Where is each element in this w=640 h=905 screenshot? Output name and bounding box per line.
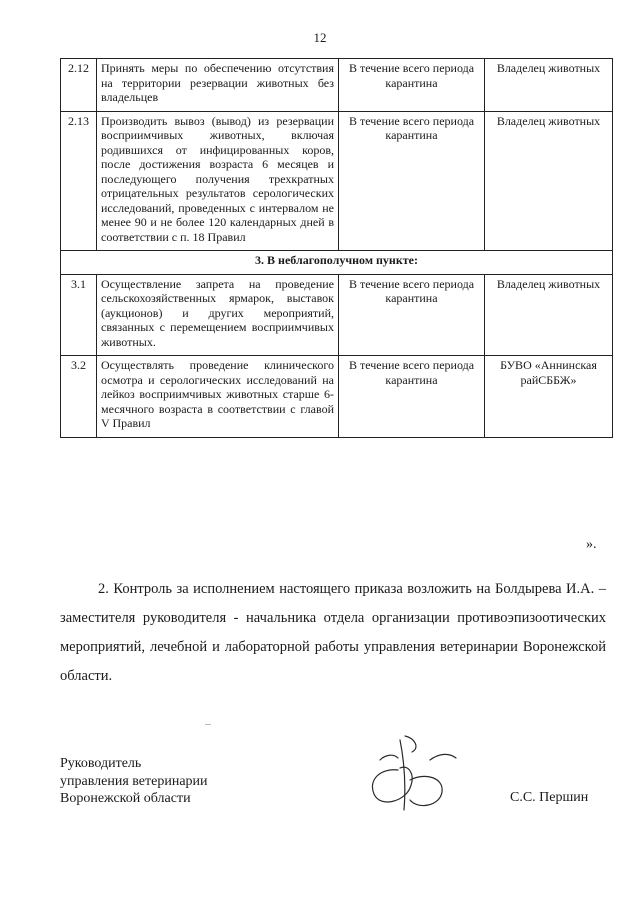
table-row	[61, 111, 613, 251]
signer-title-line: управления ветеринарии	[60, 773, 208, 789]
section-header-row	[61, 251, 613, 275]
row-executor: Владелец животных	[485, 59, 613, 112]
signer-name: С.С. Першин	[510, 790, 589, 805]
handwritten-signature	[360, 730, 470, 820]
row-term: В течение всего периода карантина	[339, 111, 485, 251]
page-number: 12	[313, 30, 327, 45]
row-measure: Осуществлять проведение клинического осмотра и серологических исследований на лейкоз восприимчивых животных старше 6-месячного возраста в соответствии с главой V Правил	[97, 356, 339, 438]
table-row	[61, 274, 613, 356]
row-executor: Владелец животных	[485, 274, 613, 356]
measures-table	[60, 58, 613, 438]
row-number: 2.12	[61, 59, 97, 112]
table-row	[61, 59, 613, 112]
table-row	[61, 356, 613, 438]
order-paragraph	[60, 575, 606, 691]
row-term: В течение всего периода карантина	[339, 59, 485, 112]
row-executor: БУВО «Аннинская райСББЖ»	[485, 356, 613, 438]
signature-title-block	[60, 755, 208, 808]
paragraph-text: 2. Контроль за исполнением настоящего приказа возложить на Болдырева И.А. – заместителя руководителя - начальника отдела организации противоэпизоотических мероприятий, лечебной и лабораторной работы управления ветеринарии Воронежской области.	[60, 581, 606, 684]
row-number: 3.1	[61, 274, 97, 356]
closing-quote: ».	[586, 537, 597, 552]
scan-speck	[205, 724, 211, 725]
signer-title-line: Руководитель	[60, 756, 142, 771]
row-number: 3.2	[61, 356, 97, 438]
row-term: В течение всего периода карантина	[339, 274, 485, 356]
row-measure: Принять меры по обеспечению отсутствия на территории резервации животных без владельцев	[97, 59, 339, 112]
row-executor: Владелец животных	[485, 111, 613, 251]
row-term: В течение всего периода карантина	[339, 356, 485, 438]
row-measure: Осуществление запрета на проведение сельскохозяйственных ярмарок, выставок (аукционов) и других мероприятий, связанных с перемещением восприимчивых животных.	[97, 274, 339, 356]
section-title: 3. В неблагополучном пункте:	[61, 251, 613, 275]
row-measure: Производить вывоз (вывод) из резервации восприимчивых животных, включая родившихся от инфицированных коров, после достижения возраста 6 месяцев и последующего получения трехкратных отрицательных результатов серологических исследований, проведенных с интервалом не менее 90 и не более 120 календарных дней в соответствии с п. 18 Правил	[97, 111, 339, 251]
signer-title-line: Воронежской области	[60, 791, 191, 806]
row-number: 2.13	[61, 111, 97, 251]
